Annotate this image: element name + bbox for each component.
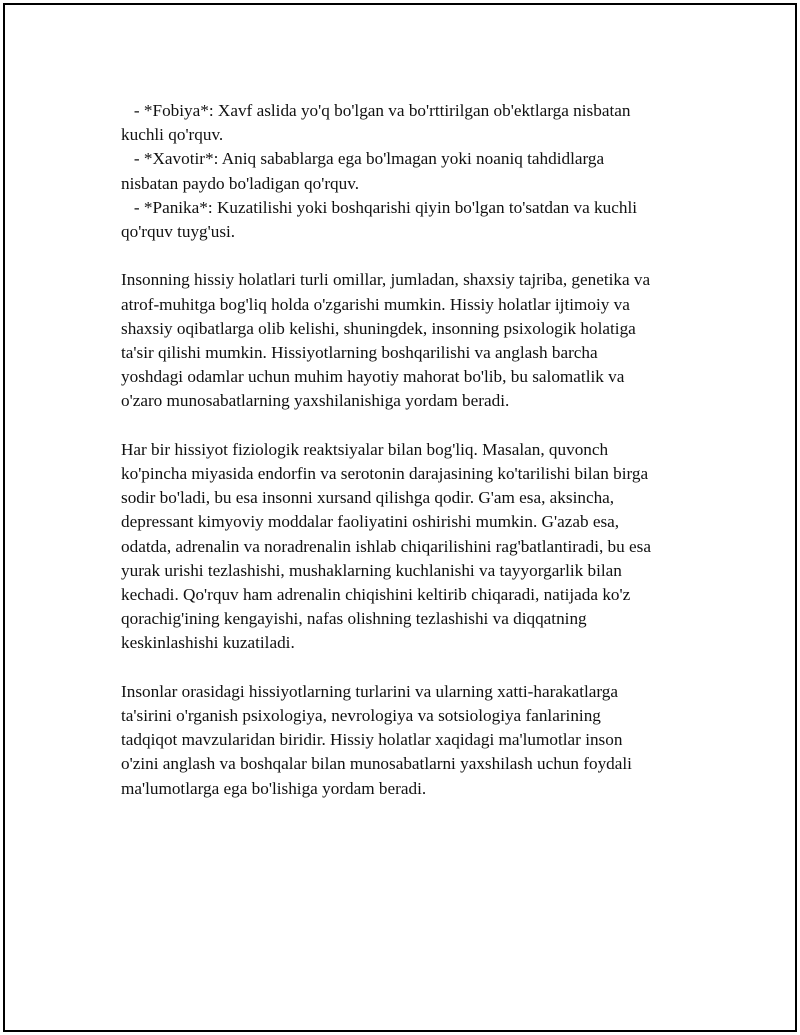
paragraph-line: qorachig'ining kengayishi, nafas olishning tezlashishi va diqqatning bbox=[121, 609, 587, 629]
paragraph-line: ma'lumotlarga ega bo'lishiga yordam beradi. bbox=[121, 778, 427, 798]
paragraph-line: yurak urishi tezlashishi, mushaklarning kuchlanishi va tayyorgarlik bilan bbox=[121, 560, 622, 580]
paragraph-line: o'zini anglash va boshqalar bilan munosabatlarni yaxshilash uchun foydali bbox=[121, 754, 632, 774]
list-line: - *Xavotir*: Aniq sabablarga ega bo'lmagan yoki noaniq tahdidlarga bbox=[121, 149, 605, 169]
paragraph-line: ta'sirini o'rganish psixologiya, nevrologiya va sotsiologiya fanlarining bbox=[121, 706, 601, 726]
paragraph-line: odatda, adrenalin va noradrenalin ishlab chiqarilishini rag'batlantiradi, bu esa bbox=[121, 536, 651, 556]
paragraph-line: o'zaro munosabatlarning yaxshilanishiga yordam beradi. bbox=[121, 391, 510, 411]
paragraph-line: Har bir hissiyot fiziologik reaktsiyalar bilan bog'liq. Masalan, quvonch bbox=[121, 439, 609, 459]
document-body bbox=[121, 99, 701, 801]
paragraph-line: kechadi. Qo'rquv ham adrenalin chiqishini keltirib chiqaradi, natijada ko'z bbox=[121, 585, 631, 605]
paragraph-line: depressant kimyoviy moddalar faoliyatini oshirishi mumkin. G'azab esa, bbox=[121, 512, 620, 532]
list-line: qo'rquv tuyg'usi. bbox=[121, 222, 236, 242]
paragraph-emotional-states bbox=[121, 268, 701, 413]
list-line: kuchli qo'rquv. bbox=[121, 125, 224, 145]
fear-types-list bbox=[121, 99, 701, 244]
page-frame bbox=[3, 3, 797, 1032]
paragraph-research bbox=[121, 680, 701, 801]
paragraph-gap bbox=[121, 414, 701, 438]
paragraph-line: ko'pincha miyasida endorfin va serotonin darajasining ko'tarilishi bilan birga bbox=[121, 464, 649, 484]
list-line: - *Panika*: Kuzatilishi yoki boshqarishi qiyin bo'lgan to'satdan va kuchli bbox=[121, 197, 638, 217]
paragraph-line: Insonlar orasidagi hissiyotlarning turlarini va ularning xatti-harakatlarga bbox=[121, 681, 619, 701]
paragraph-physiology bbox=[121, 438, 701, 656]
paragraph-line: keskinlashishi kuzatiladi. bbox=[121, 633, 295, 653]
paragraph-line: tadqiqot mavzularidan biridir. Hissiy holatlar xaqidagi ma'lumotlar inson bbox=[121, 730, 623, 750]
paragraph-line: shaxsiy oqibatlarga olib kelishi, shuningdek, insonning psixologik holatiga bbox=[121, 318, 636, 338]
paragraph-line: sodir bo'ladi, bu esa insonni xursand qilishga qodir. G'am esa, aksincha, bbox=[121, 488, 615, 508]
list-line: nisbatan paydo bo'ladigan qo'rquv. bbox=[121, 173, 360, 193]
paragraph-line: Insonning hissiy holatlari turli omillar, jumladan, shaxsiy tajriba, genetika va bbox=[121, 270, 651, 290]
list-line: - *Fobiya*: Xavf aslida yo'q bo'lgan va bo'rttirilgan ob'ektlarga nisbatan bbox=[121, 101, 631, 120]
paragraph-line: yoshdagi odamlar uchun muhim hayotiy mahorat bo'lib, bu salomatlik va bbox=[121, 367, 625, 387]
paragraph-line: atrof-muhitga bog'liq holda o'zgarishi mumkin. Hissiy holatlar ijtimoiy va bbox=[121, 294, 630, 314]
paragraph-gap bbox=[121, 656, 701, 680]
paragraph-line: ta'sir qilishi mumkin. Hissiyotlarning boshqarilishi va anglash barcha bbox=[121, 343, 598, 363]
paragraph-gap bbox=[121, 244, 701, 268]
